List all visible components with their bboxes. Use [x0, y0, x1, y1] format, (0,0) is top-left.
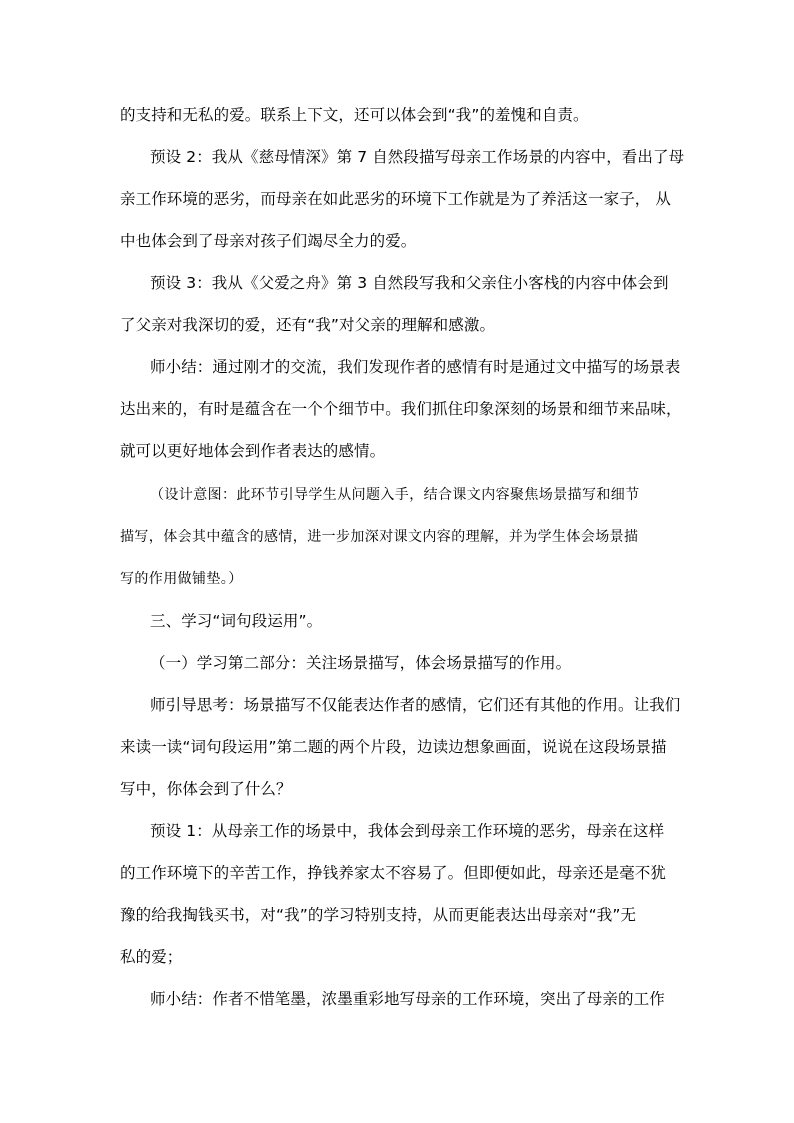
paragraph-line: 预设 3：我从《父爱之舟》第 3 自然段写我和父亲住小客栈的内容中体会到	[150, 274, 669, 292]
paragraph-line: 中也体会到了母亲对孩子们竭尽全力的爱。	[120, 232, 417, 250]
paragraph-line: 预设 2：我从《慈母情深》第 7 自然段描写母亲工作场景的内容中，看出了母	[150, 148, 685, 166]
subsection-heading: （一）学习第二部分：关注场景描写，体会场景描写的作用。	[150, 654, 572, 672]
paragraph-line: 师小结：通过刚才的交流，我们发现作者的感情有时是通过文中描写的场景表	[150, 358, 681, 376]
paragraph-line: 的支持和无私的爱。联系上下文，还可以体会到“我”的羞愧和自责。	[120, 106, 589, 124]
design-intent-line: 写的作用做铺垫。）	[120, 571, 243, 587]
paragraph-line: 来读一读“词句段运用”第二题的两个片段，边读边想象画面，说说在这段场景描	[120, 738, 667, 756]
paragraph-line: 了父亲对我深切的爱，还有“我”对父亲的理解和感激。	[120, 316, 496, 334]
paragraph-line: 写中，你体会到了什么？	[120, 780, 292, 798]
paragraph-line: 师引导思考：场景描写不仅能表达作者的感情，它们还有其他的作用。让我们	[150, 696, 681, 714]
design-intent-line: 描写，体会其中蕴含的感情，进一步加深对课文内容的理解，并为学生体会场景描	[120, 529, 639, 545]
paragraph-line: 亲工作环境的恶劣，而母亲在如此恶劣的环境下工作就是为了养活这一家子， 从	[120, 190, 672, 208]
design-intent-line: （设计意图：此环节引导学生从问题入手，结合课文内容聚焦场景描写和细节	[150, 487, 640, 503]
section-heading: 三、学习“词句段运用”。	[150, 612, 323, 630]
paragraph-line: 预设 1：从母亲工作的场景中，我体会到母亲工作环境的恶劣，母亲在这样	[150, 822, 665, 840]
paragraph-line: 就可以更好地体会到作者表达的感情。	[120, 442, 386, 460]
paragraph-line: 达出来的，有时是蕴含在一个个细节中。我们抓住印象深刻的场景和细节来品味，	[120, 400, 682, 418]
paragraph-line: 师小结：作者不惜笔墨，浓墨重彩地写母亲的工作环境，突出了母亲的工作	[150, 990, 665, 1008]
paragraph-line: 豫的给我掏钱买书，对“我”的学习特别支持，从而更能表达出母亲对“我”无	[120, 906, 637, 924]
paragraph-line: 私的爱；	[120, 948, 183, 966]
paragraph-line: 的工作环境下的辛苦工作，挣钱养家太不容易了。但即便如此，母亲还是毫不犹	[120, 864, 667, 882]
